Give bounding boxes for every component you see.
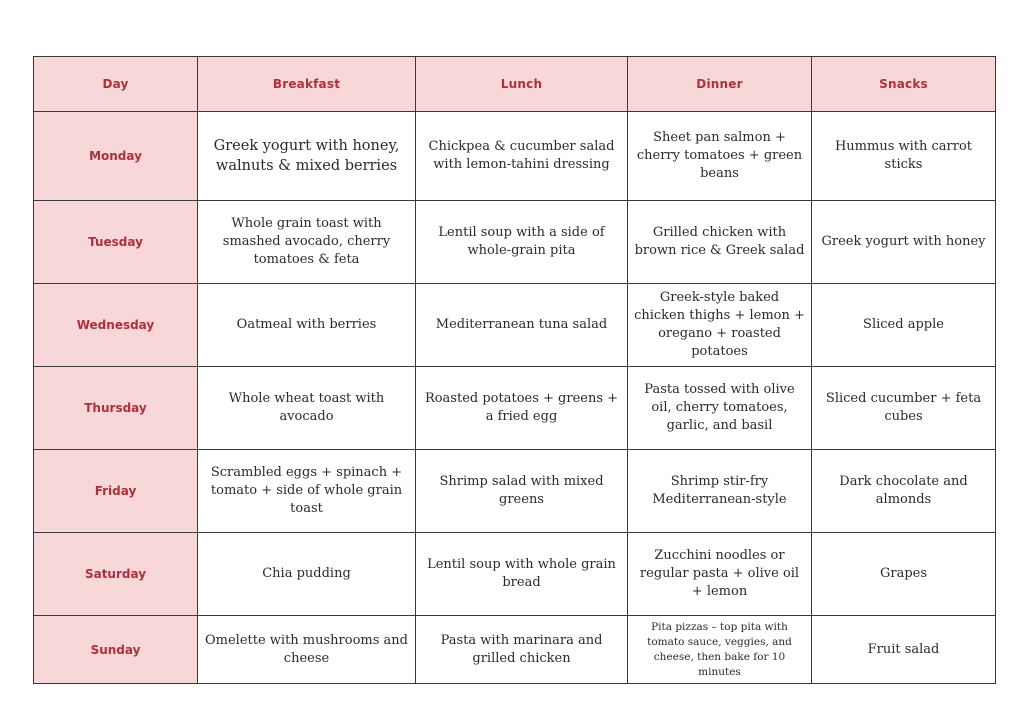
day-cell: Monday	[34, 112, 198, 201]
snacks-cell: Fruit salad	[812, 616, 996, 684]
header-dinner: Dinner	[628, 57, 812, 112]
table-row-saturday	[34, 533, 996, 616]
breakfast-cell: Omelette with mushrooms and cheese	[198, 616, 416, 684]
lunch-cell: Roasted potatoes + greens + a fried egg	[416, 367, 628, 450]
dinner-cell: Pasta tossed with olive oil, cherry tomatoes, garlic, and basil	[628, 367, 812, 450]
table-row-wednesday	[34, 284, 996, 367]
day-cell: Tuesday	[34, 201, 198, 284]
dinner-cell: Shrimp stir-fry Mediterranean-style	[628, 450, 812, 533]
day-cell: Wednesday	[34, 284, 198, 367]
dinner-cell: Sheet pan salmon + cherry tomatoes + green beans	[628, 112, 812, 201]
snacks-cell: Sliced apple	[812, 284, 996, 367]
dinner-cell: Zucchini noodles or regular pasta + olive oil + lemon	[628, 533, 812, 616]
table-row-thursday	[34, 367, 996, 450]
day-cell: Friday	[34, 450, 198, 533]
header-snacks: Snacks	[812, 57, 996, 112]
snacks-cell: Hummus with carrot sticks	[812, 112, 996, 201]
breakfast-cell: Whole wheat toast with avocado	[198, 367, 416, 450]
meal-plan-table	[33, 56, 996, 684]
day-cell: Sunday	[34, 616, 198, 684]
lunch-cell: Pasta with marinara and grilled chicken	[416, 616, 628, 684]
day-cell: Thursday	[34, 367, 198, 450]
header-row	[34, 57, 996, 112]
snacks-cell: Greek yogurt with honey	[812, 201, 996, 284]
breakfast-cell: Greek yogurt with honey, walnuts & mixed berries	[198, 112, 416, 201]
breakfast-cell: Scrambled eggs + spinach + tomato + side of whole grain toast	[198, 450, 416, 533]
lunch-cell: Chickpea & cucumber salad with lemon-tahini dressing	[416, 112, 628, 201]
lunch-cell: Lentil soup with whole grain bread	[416, 533, 628, 616]
table-row-friday	[34, 450, 996, 533]
dinner-cell: Pita pizzas – top pita with tomato sauce, veggies, and cheese, then bake for 10 minutes	[628, 616, 812, 684]
header-day: Day	[34, 57, 198, 112]
table-row-sunday	[34, 616, 996, 684]
snacks-cell: Grapes	[812, 533, 996, 616]
dinner-cell: Greek-style baked chicken thighs + lemon + oregano + roasted potatoes	[628, 284, 812, 367]
breakfast-cell: Oatmeal with berries	[198, 284, 416, 367]
lunch-cell: Lentil soup with a side of whole-grain pita	[416, 201, 628, 284]
table-row-tuesday	[34, 201, 996, 284]
lunch-cell: Mediterranean tuna salad	[416, 284, 628, 367]
header-breakfast: Breakfast	[198, 57, 416, 112]
day-cell: Saturday	[34, 533, 198, 616]
breakfast-cell: Whole grain toast with smashed avocado, cherry tomatoes & feta	[198, 201, 416, 284]
breakfast-cell: Chia pudding	[198, 533, 416, 616]
lunch-cell: Shrimp salad with mixed greens	[416, 450, 628, 533]
dinner-cell: Grilled chicken with brown rice & Greek salad	[628, 201, 812, 284]
snacks-cell: Sliced cucumber + feta cubes	[812, 367, 996, 450]
table-row-monday	[34, 112, 996, 201]
header-lunch: Lunch	[416, 57, 628, 112]
snacks-cell: Dark chocolate and almonds	[812, 450, 996, 533]
